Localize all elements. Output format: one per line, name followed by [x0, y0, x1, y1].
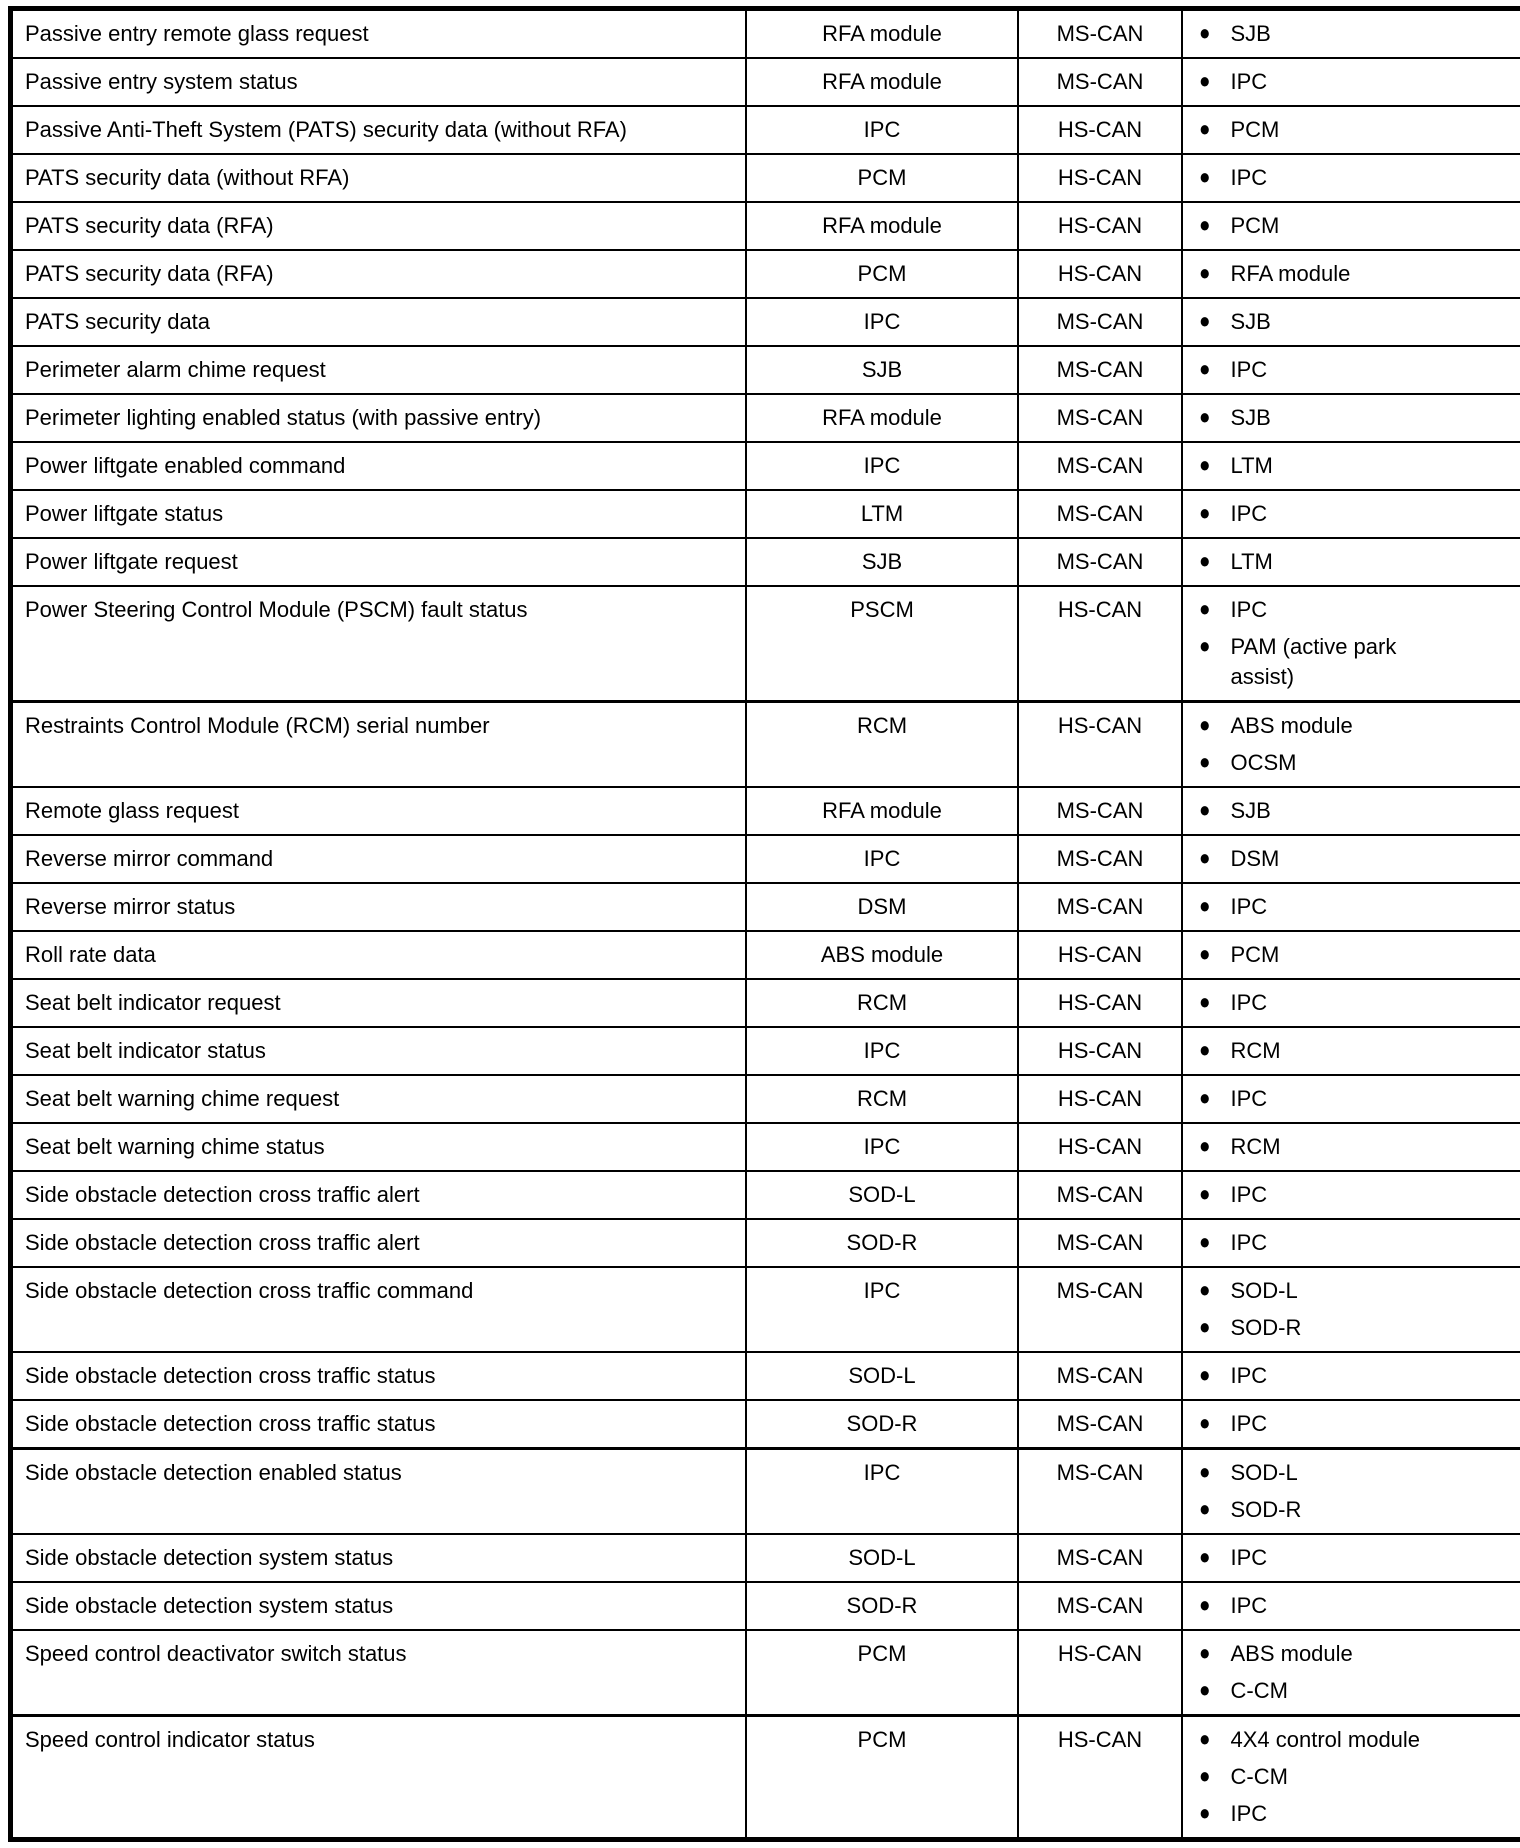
bullet-icon: ● — [1199, 1589, 1210, 1624]
bullet-icon: ● — [1199, 401, 1210, 436]
table-row — [11, 1449, 1520, 1535]
receiver-item — [1199, 892, 1516, 922]
receiver-item — [1199, 451, 1516, 481]
message-cell: Side obstacle detection system status — [11, 1534, 747, 1582]
message-cell: PATS security data (RFA) — [11, 202, 747, 250]
message-cell: Side obstacle detection system status — [11, 1582, 747, 1630]
message-cell: Side obstacle detection cross traffic command — [11, 1267, 747, 1352]
network-type-cell: MS-CAN — [1018, 1449, 1182, 1535]
bullet-icon: ● — [1199, 1274, 1210, 1309]
table-row — [11, 154, 1520, 202]
origin-module-cell: PCM — [746, 1716, 1018, 1840]
receivers-cell — [1182, 702, 1520, 788]
network-type-cell: HS-CAN — [1018, 979, 1182, 1027]
origin-module-cell: RFA module — [746, 58, 1018, 106]
table-row — [11, 58, 1520, 106]
table-row — [11, 1027, 1520, 1075]
network-type-cell: MS-CAN — [1018, 1352, 1182, 1400]
bullet-icon: ● — [1199, 746, 1210, 781]
bullet-icon: ● — [1199, 353, 1210, 388]
receiver-label: ABS module — [1230, 1639, 1352, 1669]
bullet-icon: ● — [1199, 1760, 1210, 1795]
receiver-item — [1199, 1495, 1516, 1525]
receiver-item — [1199, 1180, 1516, 1210]
receiver-label: LTM — [1230, 547, 1272, 577]
network-type-cell: HS-CAN — [1018, 702, 1182, 788]
message-cell: PATS security data — [11, 298, 747, 346]
network-type-cell: MS-CAN — [1018, 9, 1182, 59]
table-row — [11, 202, 1520, 250]
receiver-item — [1199, 1799, 1516, 1829]
bullet-icon: ● — [1199, 1541, 1210, 1576]
bullet-icon: ● — [1199, 1359, 1210, 1394]
network-type-cell: HS-CAN — [1018, 1027, 1182, 1075]
table-row — [11, 1075, 1520, 1123]
origin-module-cell: IPC — [746, 106, 1018, 154]
bullet-icon: ● — [1199, 545, 1210, 580]
message-cell: Perimeter lighting enabled status (with passive entry) — [11, 394, 747, 442]
message-cell: Power Steering Control Module (PSCM) fault status — [11, 586, 747, 702]
receiver-item — [1199, 259, 1516, 289]
message-cell: Seat belt warning chime status — [11, 1123, 747, 1171]
receiver-label: C-CM — [1230, 1676, 1287, 1706]
receiver-item — [1199, 1458, 1516, 1488]
table-row — [11, 490, 1520, 538]
network-type-cell: MS-CAN — [1018, 538, 1182, 586]
receivers-cell — [1182, 979, 1520, 1027]
message-cell: Passive Anti-Theft System (PATS) security data (without RFA) — [11, 106, 747, 154]
bullet-icon: ● — [1199, 890, 1210, 925]
bullet-icon: ● — [1199, 1456, 1210, 1491]
bullet-icon: ● — [1199, 1407, 1210, 1442]
bullet-icon: ● — [1199, 1493, 1210, 1528]
receiver-label: SOD-L — [1230, 1458, 1297, 1488]
origin-module-cell: IPC — [746, 1449, 1018, 1535]
origin-module-cell: IPC — [746, 1123, 1018, 1171]
receiver-item — [1199, 1591, 1516, 1621]
table-row — [11, 346, 1520, 394]
network-type-cell: MS-CAN — [1018, 1582, 1182, 1630]
receiver-label: PCM — [1230, 115, 1279, 145]
message-cell: PATS security data (without RFA) — [11, 154, 747, 202]
receiver-label: IPC — [1230, 1799, 1267, 1829]
receiver-item — [1199, 1361, 1516, 1391]
receivers-cell — [1182, 1534, 1520, 1582]
receivers-cell — [1182, 250, 1520, 298]
receiver-label: IPC — [1230, 1361, 1267, 1391]
receiver-label: IPC — [1230, 1180, 1267, 1210]
receivers-cell — [1182, 442, 1520, 490]
bullet-icon: ● — [1199, 209, 1210, 244]
receiver-label: IPC — [1230, 1543, 1267, 1573]
bullet-icon: ● — [1199, 1637, 1210, 1672]
receiver-item — [1199, 1639, 1516, 1669]
origin-module-cell: IPC — [746, 1027, 1018, 1075]
table-row — [11, 1219, 1520, 1267]
receiver-item — [1199, 1762, 1516, 1792]
table-row — [11, 979, 1520, 1027]
network-type-cell: HS-CAN — [1018, 1123, 1182, 1171]
message-cell: Side obstacle detection cross traffic alert — [11, 1171, 747, 1219]
origin-module-cell: PCM — [746, 1630, 1018, 1716]
bullet-icon: ● — [1199, 1034, 1210, 1069]
receivers-cell — [1182, 394, 1520, 442]
receivers-cell — [1182, 1267, 1520, 1352]
bullet-icon: ● — [1199, 257, 1210, 292]
network-type-cell: MS-CAN — [1018, 1534, 1182, 1582]
bullet-icon: ● — [1199, 449, 1210, 484]
origin-module-cell: RFA module — [746, 9, 1018, 59]
receiver-item — [1199, 1676, 1516, 1706]
network-type-cell: HS-CAN — [1018, 250, 1182, 298]
receiver-item — [1199, 1132, 1516, 1162]
table-row — [11, 1400, 1520, 1449]
receiver-label: SJB — [1230, 796, 1270, 826]
receiver-item — [1199, 307, 1516, 337]
receiver-label: SOD-R — [1230, 1495, 1301, 1525]
receiver-item — [1199, 711, 1516, 741]
network-type-cell: MS-CAN — [1018, 1400, 1182, 1449]
origin-module-cell: IPC — [746, 1267, 1018, 1352]
receiver-item — [1199, 67, 1516, 97]
receiver-item — [1199, 1276, 1516, 1306]
table-row — [11, 442, 1520, 490]
receiver-label: LTM — [1230, 451, 1272, 481]
receiver-item — [1199, 748, 1516, 778]
receiver-label: IPC — [1230, 67, 1267, 97]
origin-module-cell: SOD-L — [746, 1534, 1018, 1582]
network-type-cell: MS-CAN — [1018, 394, 1182, 442]
network-type-cell: MS-CAN — [1018, 787, 1182, 835]
receiver-item — [1199, 595, 1516, 625]
receiver-label: ABS module — [1230, 711, 1352, 741]
network-type-cell: HS-CAN — [1018, 202, 1182, 250]
message-cell: Power liftgate enabled command — [11, 442, 747, 490]
bullet-icon: ● — [1199, 938, 1210, 973]
table-row — [11, 106, 1520, 154]
origin-module-cell: PCM — [746, 250, 1018, 298]
bullet-icon: ● — [1199, 1797, 1210, 1832]
receivers-cell — [1182, 883, 1520, 931]
receivers-cell — [1182, 58, 1520, 106]
receivers-cell — [1182, 1027, 1520, 1075]
network-type-cell: HS-CAN — [1018, 586, 1182, 702]
receivers-cell — [1182, 154, 1520, 202]
receivers-cell — [1182, 1171, 1520, 1219]
receivers-cell — [1182, 106, 1520, 154]
table-row — [11, 787, 1520, 835]
message-cell: Reverse mirror status — [11, 883, 747, 931]
receivers-cell — [1182, 787, 1520, 835]
receivers-cell — [1182, 9, 1520, 59]
message-cell: Seat belt indicator status — [11, 1027, 747, 1075]
table-row — [11, 1630, 1520, 1716]
message-cell: Reverse mirror command — [11, 835, 747, 883]
message-cell: Side obstacle detection enabled status — [11, 1449, 747, 1535]
table-row — [11, 883, 1520, 931]
network-type-cell: MS-CAN — [1018, 883, 1182, 931]
table-row — [11, 835, 1520, 883]
bullet-icon: ● — [1199, 161, 1210, 196]
origin-module-cell: ABS module — [746, 931, 1018, 979]
network-type-cell: MS-CAN — [1018, 1171, 1182, 1219]
receiver-label: RCM — [1230, 1132, 1280, 1162]
receiver-item — [1199, 1036, 1516, 1066]
bullet-icon: ● — [1199, 497, 1210, 532]
receiver-item — [1199, 547, 1516, 577]
receiver-label: IPC — [1230, 988, 1267, 1018]
receiver-label: SJB — [1230, 19, 1270, 49]
origin-module-cell: IPC — [746, 442, 1018, 490]
table-row — [11, 250, 1520, 298]
origin-module-cell: RFA module — [746, 394, 1018, 442]
origin-module-cell: SOD-R — [746, 1400, 1018, 1449]
table-row — [11, 586, 1520, 702]
table-row — [11, 298, 1520, 346]
origin-module-cell: IPC — [746, 835, 1018, 883]
table-row — [11, 1534, 1520, 1582]
bullet-icon: ● — [1199, 709, 1210, 744]
bullet-icon: ● — [1199, 305, 1210, 340]
network-type-cell: MS-CAN — [1018, 442, 1182, 490]
table-row — [11, 1267, 1520, 1352]
network-type-cell: HS-CAN — [1018, 931, 1182, 979]
bullet-icon: ● — [1199, 1311, 1210, 1346]
receiver-label: SJB — [1230, 307, 1270, 337]
receiver-label: IPC — [1230, 499, 1267, 529]
table-row — [11, 931, 1520, 979]
table-row — [11, 702, 1520, 788]
message-cell: Speed control indicator status — [11, 1716, 747, 1840]
network-type-cell: HS-CAN — [1018, 154, 1182, 202]
network-type-cell: MS-CAN — [1018, 835, 1182, 883]
receiver-item — [1199, 163, 1516, 193]
receivers-cell — [1182, 202, 1520, 250]
receivers-cell — [1182, 1630, 1520, 1716]
receivers-cell — [1182, 1400, 1520, 1449]
origin-module-cell: SJB — [746, 538, 1018, 586]
origin-module-cell: RFA module — [746, 787, 1018, 835]
origin-module-cell: SJB — [746, 346, 1018, 394]
message-cell: Roll rate data — [11, 931, 747, 979]
origin-module-cell: SOD-R — [746, 1219, 1018, 1267]
bullet-icon: ● — [1199, 1130, 1210, 1165]
receiver-label: IPC — [1230, 892, 1267, 922]
bullet-icon: ● — [1199, 986, 1210, 1021]
network-type-cell: HS-CAN — [1018, 1630, 1182, 1716]
table-row — [11, 538, 1520, 586]
receivers-cell — [1182, 1123, 1520, 1171]
network-type-cell: HS-CAN — [1018, 1716, 1182, 1840]
receivers-cell — [1182, 1449, 1520, 1535]
network-type-cell: MS-CAN — [1018, 298, 1182, 346]
message-cell: Power liftgate request — [11, 538, 747, 586]
receiver-item — [1199, 988, 1516, 1018]
receivers-cell — [1182, 1582, 1520, 1630]
network-type-cell: HS-CAN — [1018, 1075, 1182, 1123]
receivers-cell — [1182, 1219, 1520, 1267]
receiver-item — [1199, 403, 1516, 433]
receivers-cell — [1182, 1075, 1520, 1123]
receivers-cell — [1182, 346, 1520, 394]
message-cell: Side obstacle detection cross traffic status — [11, 1352, 747, 1400]
can-message-table — [8, 6, 1520, 1842]
bullet-icon: ● — [1199, 17, 1210, 52]
receiver-label: C-CM — [1230, 1762, 1287, 1792]
origin-module-cell: LTM — [746, 490, 1018, 538]
table-row — [11, 1352, 1520, 1400]
receiver-item — [1199, 940, 1516, 970]
origin-module-cell: SOD-L — [746, 1352, 1018, 1400]
table-row — [11, 1716, 1520, 1840]
receiver-item — [1199, 1313, 1516, 1343]
origin-module-cell: RCM — [746, 1075, 1018, 1123]
table-row — [11, 394, 1520, 442]
network-type-cell: MS-CAN — [1018, 490, 1182, 538]
receiver-label: IPC — [1230, 355, 1267, 385]
origin-module-cell: PCM — [746, 154, 1018, 202]
receiver-label: PAM (active park assist) — [1230, 632, 1448, 692]
bullet-icon: ● — [1199, 65, 1210, 100]
receiver-label: SJB — [1230, 403, 1270, 433]
receiver-item — [1199, 115, 1516, 145]
table-row — [11, 1123, 1520, 1171]
receivers-cell — [1182, 1352, 1520, 1400]
receiver-item — [1199, 211, 1516, 241]
receiver-label: DSM — [1230, 844, 1279, 874]
receiver-label: PCM — [1230, 940, 1279, 970]
message-cell: PATS security data (RFA) — [11, 250, 747, 298]
receiver-label: IPC — [1230, 595, 1267, 625]
bullet-icon: ● — [1199, 1723, 1210, 1758]
origin-module-cell: RCM — [746, 702, 1018, 788]
message-cell: Perimeter alarm chime request — [11, 346, 747, 394]
bullet-icon: ● — [1199, 842, 1210, 877]
message-cell: Side obstacle detection cross traffic alert — [11, 1219, 747, 1267]
message-cell: Remote glass request — [11, 787, 747, 835]
table-row — [11, 9, 1520, 59]
receiver-label: SOD-L — [1230, 1276, 1297, 1306]
origin-module-cell: DSM — [746, 883, 1018, 931]
network-type-cell: MS-CAN — [1018, 1267, 1182, 1352]
origin-module-cell: RFA module — [746, 202, 1018, 250]
table-row — [11, 1171, 1520, 1219]
bullet-icon: ● — [1199, 113, 1210, 148]
receiver-label: IPC — [1230, 1228, 1267, 1258]
receiver-label: PCM — [1230, 211, 1279, 241]
network-type-cell: HS-CAN — [1018, 106, 1182, 154]
receiver-item — [1199, 1409, 1516, 1439]
bullet-icon: ● — [1199, 593, 1210, 628]
receiver-label: IPC — [1230, 1084, 1267, 1114]
message-cell: Passive entry system status — [11, 58, 747, 106]
receiver-item — [1199, 1084, 1516, 1114]
origin-module-cell: RCM — [746, 979, 1018, 1027]
origin-module-cell: PSCM — [746, 586, 1018, 702]
message-cell: Seat belt warning chime request — [11, 1075, 747, 1123]
receiver-item — [1199, 844, 1516, 874]
network-type-cell: MS-CAN — [1018, 1219, 1182, 1267]
receiver-item — [1199, 355, 1516, 385]
receiver-label: SOD-R — [1230, 1313, 1301, 1343]
receiver-item — [1199, 19, 1516, 49]
receiver-item — [1199, 1725, 1516, 1755]
receiver-item — [1199, 1543, 1516, 1573]
message-cell: Speed control deactivator switch status — [11, 1630, 747, 1716]
receiver-label: IPC — [1230, 1409, 1267, 1439]
receiver-label: IPC — [1230, 1591, 1267, 1621]
receiver-label: RCM — [1230, 1036, 1280, 1066]
receivers-cell — [1182, 538, 1520, 586]
table-row — [11, 1582, 1520, 1630]
bullet-icon: ● — [1199, 630, 1210, 665]
message-cell: Seat belt indicator request — [11, 979, 747, 1027]
receivers-cell — [1182, 835, 1520, 883]
receiver-label: OCSM — [1230, 748, 1296, 778]
message-cell: Restraints Control Module (RCM) serial number — [11, 702, 747, 788]
receiver-label: RFA module — [1230, 259, 1350, 289]
bullet-icon: ● — [1199, 794, 1210, 829]
receiver-item — [1199, 632, 1516, 692]
origin-module-cell: IPC — [746, 298, 1018, 346]
message-cell: Power liftgate status — [11, 490, 747, 538]
receivers-cell — [1182, 1716, 1520, 1840]
origin-module-cell: SOD-R — [746, 1582, 1018, 1630]
bullet-icon: ● — [1199, 1226, 1210, 1261]
bullet-icon: ● — [1199, 1178, 1210, 1213]
receiver-item — [1199, 499, 1516, 529]
receiver-item — [1199, 1228, 1516, 1258]
message-cell: Side obstacle detection cross traffic status — [11, 1400, 747, 1449]
receiver-label: 4X4 control module — [1230, 1725, 1420, 1755]
message-cell: Passive entry remote glass request — [11, 9, 747, 59]
network-type-cell: MS-CAN — [1018, 346, 1182, 394]
can-message-table-body — [11, 9, 1520, 1840]
receiver-item — [1199, 796, 1516, 826]
receivers-cell — [1182, 586, 1520, 702]
receivers-cell — [1182, 490, 1520, 538]
receivers-cell — [1182, 298, 1520, 346]
receiver-label: IPC — [1230, 163, 1267, 193]
bullet-icon: ● — [1199, 1674, 1210, 1709]
network-type-cell: MS-CAN — [1018, 58, 1182, 106]
bullet-icon: ● — [1199, 1082, 1210, 1117]
receivers-cell — [1182, 931, 1520, 979]
origin-module-cell: SOD-L — [746, 1171, 1018, 1219]
